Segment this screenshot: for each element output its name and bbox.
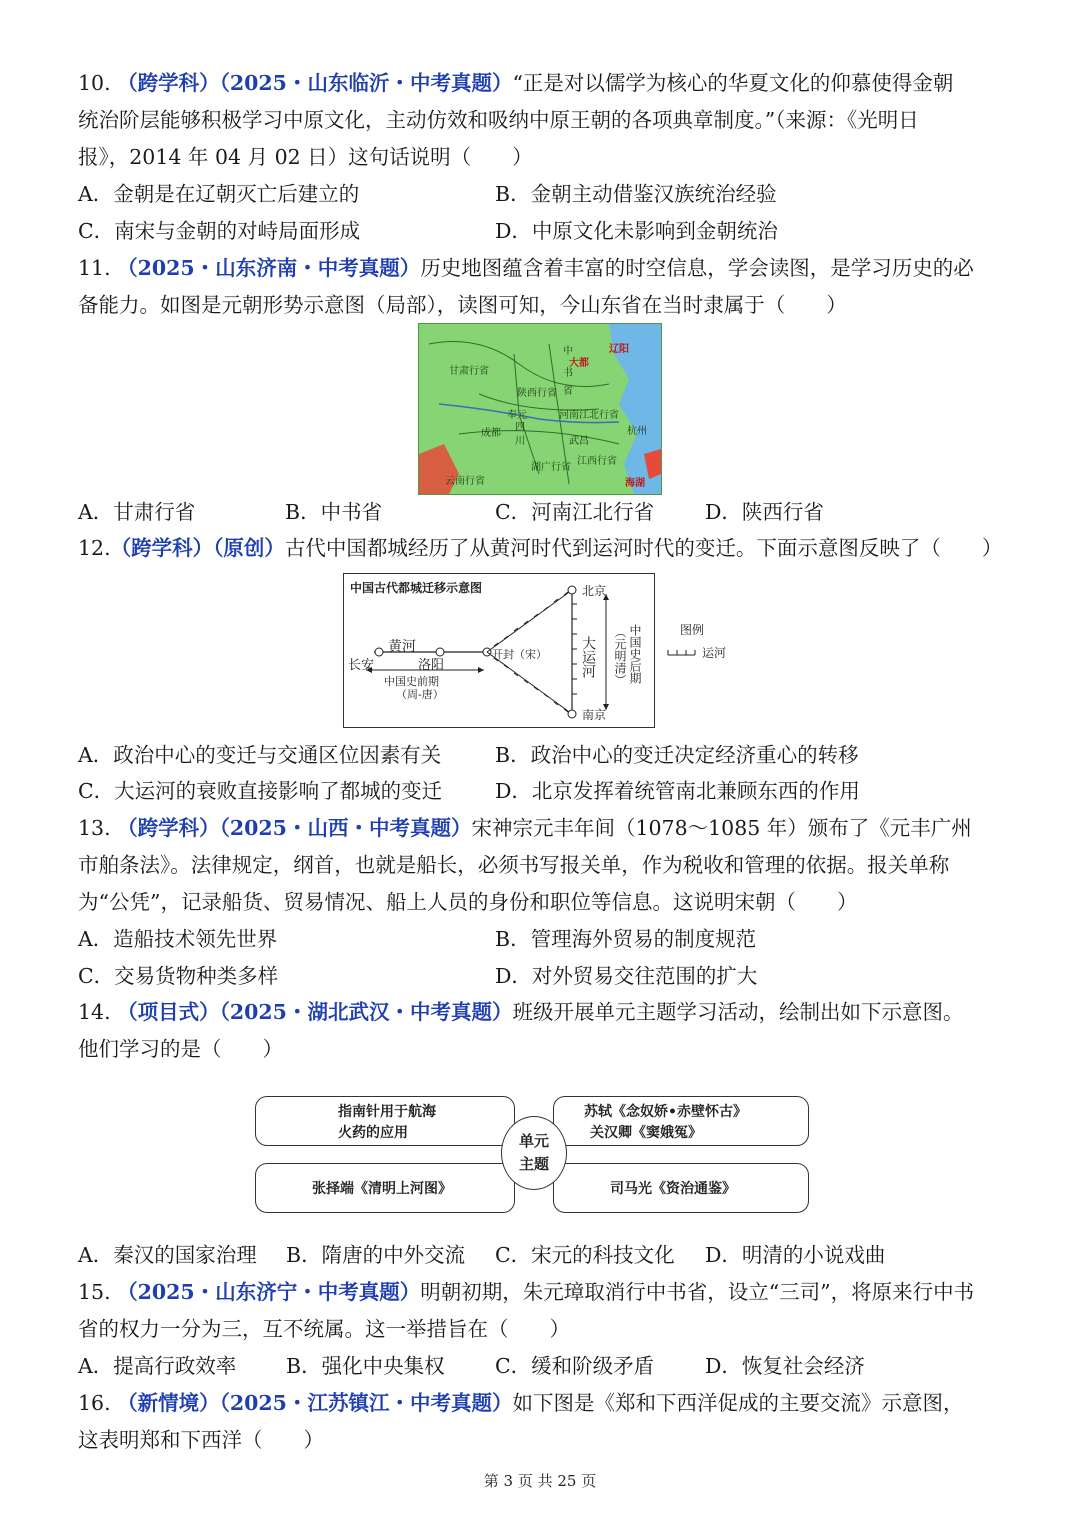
theme-item-sushi: 苏轼《念奴娇•赤壁怀古》 [584, 1104, 747, 1120]
q12-option-d[interactable]: D．北京发挥着统管南北兼顾东西的作用 [495, 779, 860, 803]
theme-box-top-right [553, 1096, 809, 1146]
theme-item-compass: 指南针用于航海 [338, 1104, 436, 1120]
q10-line3: 报》，2014 年 04 月 02 日）这句话说明（ ） [78, 145, 533, 169]
q14-option-b[interactable]: B．隋唐的中外交流 [286, 1243, 466, 1267]
label-grand-canal: 大运河 [580, 636, 596, 678]
map-label-jiangxi: 江西行省 [577, 456, 617, 467]
label-luoyang: 洛阳 [418, 658, 445, 673]
q15-option-b[interactable]: B．强化中央集权 [286, 1354, 445, 1378]
q10-number: 10. [78, 71, 111, 95]
page-footer: 第 3 页 共 25 页 [483, 1472, 597, 1490]
map-label-wuchang: 武昌 [569, 436, 589, 447]
theme-item-sima-guang: 司马光《资治通鉴》 [610, 1181, 736, 1197]
q12-option-a[interactable]: A．政治中心的变迁与交通区位因素有关 [78, 743, 442, 767]
q14-option-c[interactable]: C．宋元的科技文化 [495, 1243, 675, 1267]
q10-line1 [78, 69, 1008, 97]
q11-source-tag: （2025・山东济南・中考真题） [117, 256, 421, 280]
q13-option-b[interactable]: B．管理海外贸易的制度规范 [495, 927, 757, 951]
legend-title: 图例 [680, 623, 705, 637]
q10-option-a[interactable]: A．金朝是在辽朝灭亡后建立的 [78, 182, 360, 206]
capital-migration-diagram [343, 573, 655, 728]
q15-line2: 省的权力一分为三，互不统属。这一举措旨在（ ） [78, 1317, 570, 1341]
q16-number: 16. [78, 1391, 111, 1415]
map-label-si: 四 [515, 422, 525, 433]
map-label-fengyuan: 奉元 [507, 410, 527, 421]
q14-option-d[interactable]: D．明清的小说戏曲 [705, 1243, 886, 1267]
q11-option-d[interactable]: D．陕西行省 [705, 500, 824, 524]
q15-line1 [78, 1278, 1008, 1306]
q13-number: 13. [78, 816, 111, 840]
map-label-haihu: 海湖 [625, 478, 645, 489]
label-early-period-sub: （周-唐） [396, 688, 444, 701]
q11-option-c[interactable]: C．河南江北行省 [495, 500, 655, 524]
q13-option-a[interactable]: A．造船技术领先世界 [78, 927, 278, 951]
theme-item-gunpowder: 火药的应用 [338, 1125, 408, 1141]
q13-source-tag: （跨学科）（2025・山西・中考真题） [117, 816, 472, 840]
label-late-period: 中国史后期 [628, 624, 642, 684]
q10-option-b[interactable]: B．金朝主动借鉴汉族统治经验 [495, 182, 777, 206]
q13-stem-start: 宋神宗元丰年间（1078～1085 年）颁布了《元丰广州 [471, 816, 972, 840]
q16-source-tag: （新情境）（2025・江苏镇江・中考真题） [117, 1391, 513, 1415]
map-label-chuan: 川 [515, 436, 525, 447]
unit-theme-line2: 主题 [518, 1155, 549, 1173]
q15-number: 15. [78, 1280, 111, 1304]
map-label-liaoyang: 辽阳 [609, 344, 629, 355]
q15-option-d[interactable]: D．恢复社会经济 [705, 1354, 865, 1378]
unit-theme-line1: 单元 [518, 1132, 549, 1150]
map-label-yunnan: 云南行省 [445, 476, 485, 487]
q12-line1 [78, 534, 1008, 562]
q12-stem: 古代中国都城经历了从黄河时代到运河时代的变迁。下面示意图反映了（ ） [284, 536, 1003, 560]
theme-item-guan-hanqing: 关汉卿《窦娥冤》 [590, 1125, 702, 1141]
q11-number: 11. [78, 256, 111, 280]
q14-option-a[interactable]: A．秦汉的国家治理 [78, 1243, 257, 1267]
unit-theme-center [501, 1116, 567, 1190]
label-huanghe: 黄河 [388, 639, 416, 655]
q11-option-a[interactable]: A．甘肃行省 [78, 500, 196, 524]
q11-line2: 备能力。如图是元朝形势示意图（局部），读图可知，今山东省在当时隶属于（ ） [78, 293, 847, 317]
q10-option-c[interactable]: C．南宋与金朝的对峙局面形成 [78, 219, 361, 243]
q13-option-c[interactable]: C．交易货物种类多样 [78, 964, 279, 988]
map-label-shaanxi: 陕西行省 [517, 388, 557, 399]
theme-box-bottom-left [255, 1163, 515, 1213]
q16-line2: 这表明郑和下西洋（ ） [78, 1428, 324, 1452]
map-label-dadu: 大都 [569, 358, 589, 369]
map-label-chengdu: 成都 [481, 428, 501, 439]
q16-line1 [78, 1389, 1008, 1417]
q13-line3: 为“公凭”，记录船货、贸易情况、船上人员的身份和职位等信息。这说明宋朝（ ） [78, 890, 858, 914]
q10-source-tag: （跨学科）（2025・山东临沂・中考真题） [117, 71, 513, 95]
q10-stem-start: “正是对以儒学为核心的华夏文化的仰慕使得金朝 [512, 71, 954, 95]
theme-box-top-left [255, 1096, 515, 1146]
theme-box-bottom-right [553, 1163, 809, 1213]
q15-option-c[interactable]: C．缓和阶级矛盾 [495, 1354, 655, 1378]
q10-option-d[interactable]: D．中原文化未影响到金朝统治 [495, 219, 778, 243]
theme-item-zhang-zeduan: 张择端《清明上河图》 [312, 1181, 452, 1197]
q14-line2: 他们学习的是（ ） [78, 1037, 283, 1061]
q14-number: 14. [78, 1000, 111, 1024]
q12-option-c[interactable]: C．大运河的衰败直接影响了都城的变迁 [78, 779, 443, 803]
q11-line1 [78, 254, 1008, 282]
q14-stem-start: 班级开展单元主题学习活动，绘制出如下示意图。 [512, 1000, 964, 1024]
map-label-henan-jiangbei: 河南江北行省 [559, 410, 619, 421]
q16-stem-start: 如下图是《郑和下西洋促成的主要交流》示意图， [512, 1391, 964, 1415]
q12-number: 12. [78, 536, 111, 560]
label-nanjing: 南京 [582, 708, 607, 722]
map-label-sheng: 省 [563, 386, 573, 397]
q13-line1 [78, 814, 1008, 842]
label-changan: 长安 [348, 658, 375, 673]
q14-line1 [78, 998, 1008, 1026]
label-late-period-sub: （元明清） [613, 626, 627, 686]
q13-option-d[interactable]: D．对外贸易交往范围的扩大 [495, 964, 758, 988]
legend-canal-symbol [667, 647, 697, 657]
label-beijing: 北京 [582, 584, 607, 598]
q11-option-b[interactable]: B．中书省 [285, 500, 383, 524]
yuan-dynasty-map [418, 323, 662, 495]
q15-option-a[interactable]: A．提高行政效率 [78, 1354, 237, 1378]
legend-canal-label: 运河 [702, 646, 727, 660]
capital-diagram-title: 中国古代都城迁移示意图 [350, 581, 483, 595]
q15-source-tag: （2025・山东济宁・中考真题） [117, 1280, 421, 1304]
q14-source-tag: （项目式）（2025・湖北武汉・中考真题） [117, 1000, 513, 1024]
q12-source-tag: （跨学科）（原创） [110, 536, 285, 560]
map-label-shu: 书 [563, 368, 573, 379]
label-kaifeng: 开封（宋） [492, 648, 547, 661]
q15-stem-start: 明朝初期，朱元璋取消行中书省，设立“三司”，将原来行中书 [420, 1280, 975, 1304]
map-label-zhong: 中 [563, 346, 573, 357]
map-label-hangzhou: 杭州 [627, 426, 647, 437]
map-label-gansu: 甘肃行省 [449, 366, 489, 377]
map-label-huguang: 湖广行省 [531, 462, 571, 473]
q11-stem-start: 历史地图蕴含着丰富的时空信息，学会读图，是学习历史的必 [420, 256, 974, 280]
q10-line2: 统治阶层能够积极学习中原文化，主动仿效和吸纳中原王朝的各项典章制度。”（来源：《光明日 [78, 108, 919, 132]
q12-option-b[interactable]: B．政治中心的变迁决定经济重心的转移 [495, 743, 859, 767]
label-early-period: 中国史前期 [384, 675, 439, 688]
q13-line2: 市舶条法》。法律规定，纲首，也就是船长，必须书写报关单，作为税收和管理的依据。报关单称 [78, 853, 950, 877]
